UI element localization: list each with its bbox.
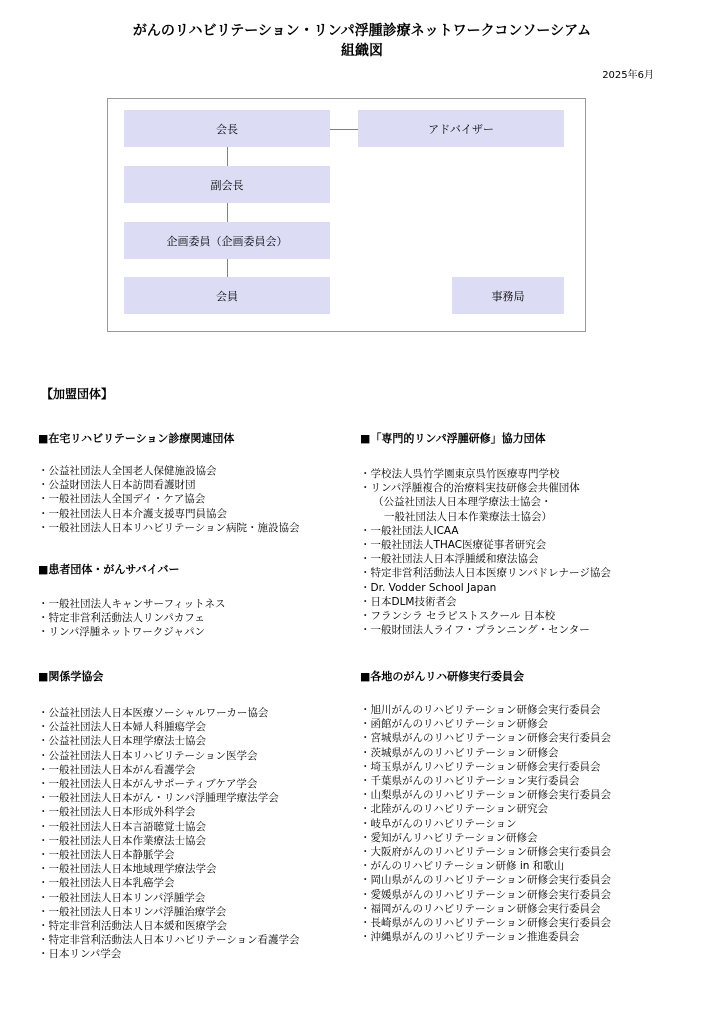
category-patient-groups-list bbox=[38, 597, 226, 640]
org-connector-chairman-advisor bbox=[330, 129, 358, 130]
list-item: ・一般社団法人THAC医療従事者研究会 bbox=[360, 539, 547, 552]
org-box-chairman bbox=[124, 110, 330, 147]
list-item: ・フランシラ セラピストスクール 日本校 bbox=[360, 610, 556, 623]
affiliated-heading: 【加盟団体】 bbox=[41, 387, 114, 401]
org-box-chairman-label: 会長 bbox=[216, 122, 238, 136]
list-item: ・一般社団法人日本地域理学療法学会 bbox=[38, 863, 217, 876]
list-item: ・沖縄県がんのリハビリテーション推進委員会 bbox=[360, 931, 580, 944]
list-item: ・特定非営利活動法人日本医療リンパドレナージ協会 bbox=[360, 567, 611, 580]
list-item: ・一般社団法人日本がんサポーティブケア学会 bbox=[38, 778, 258, 791]
list-item: ・Dr. Vodder School Japan bbox=[360, 581, 497, 594]
org-connector-chairman-vice bbox=[227, 147, 228, 166]
category-home-rehab-title: ■在宅リハビリテーション診療関連団体 bbox=[38, 432, 235, 445]
org-connector-vice-planning bbox=[227, 203, 228, 222]
list-item: ・大阪府がんのリハビリテーション研修会実行委員会 bbox=[360, 846, 612, 859]
list-item: ・特定非営利活動法人日本緩和医療学会 bbox=[38, 920, 227, 933]
org-box-advisor bbox=[358, 110, 564, 147]
list-item: ・岡山県がんのリハビリテーション研修会実行委員会 bbox=[360, 874, 612, 887]
list-item: ・一般社団法人日本静脈学会 bbox=[38, 849, 175, 862]
list-item: ・一般社団法人日本作業療法士協会 bbox=[38, 834, 206, 847]
list-item: ・福岡がんのリハビリテーション研修会実行委員会 bbox=[360, 902, 601, 915]
org-box-members-label: 会員 bbox=[216, 289, 238, 303]
list-item: ・函館がんのリハビリテーション研修会 bbox=[360, 718, 549, 731]
list-item: ・リンパ浮腫複合的治療料実技研修会共催団体 bbox=[360, 482, 580, 495]
list-item: ・特定非営利活動法人日本リハビリテーション看護学会 bbox=[38, 934, 300, 947]
category-lymph-training-list bbox=[360, 467, 611, 637]
list-item: ・一般社団法人キャンサーフィットネス bbox=[38, 598, 226, 610]
list-item: ・学校法人呉竹学園東京呉竹医療専門学校 bbox=[360, 468, 560, 480]
list-item: ・岐阜がんのリハビリテーション bbox=[360, 817, 517, 830]
org-box-secretariat-label: 事務局 bbox=[491, 289, 525, 303]
page-title-line1: がんのリハビリテーション・リンパ浮腫診療ネットワークコンソーシアム bbox=[132, 23, 592, 39]
list-item: ・千葉県がんのリハビリテーション実行委員会 bbox=[360, 775, 580, 788]
list-item: ・公益社団法人日本理学療法士協会 bbox=[38, 735, 206, 748]
list-item: ・宮城県がんのリハビリテーション研修会実行委員会 bbox=[360, 732, 612, 745]
list-item: ・一般財団法人ライフ・プランニング・センター bbox=[360, 624, 590, 637]
category-academic-list bbox=[38, 706, 300, 962]
list-item: ・一般社団法人日本リンパ浮腫学会 bbox=[38, 891, 206, 904]
org-box-planning-committee-label: 企画委員（企画委員会） bbox=[166, 234, 288, 248]
list-item: ・一般社団法人日本浮腫緩和療法協会 bbox=[360, 553, 539, 566]
org-box-vice-chairman-label: 副会長 bbox=[210, 178, 244, 192]
category-home-rehab-list bbox=[38, 464, 300, 535]
org-box-planning-committee bbox=[124, 222, 330, 259]
org-box-members bbox=[124, 277, 330, 314]
category-regional-title: ■各地のがんリハ研修実行委員会 bbox=[360, 670, 525, 683]
list-item: ・公益財団法人日本訪問看護財団 bbox=[38, 479, 196, 492]
list-item: ・北陸がんのリハビリテーション研究会 bbox=[360, 803, 549, 816]
list-item: ・特定非営利活動法人リンパカフェ bbox=[38, 612, 205, 625]
list-item: ・公益社団法人全国老人保健施設協会 bbox=[38, 465, 217, 477]
list-item: ・一般社団法人日本言語聴覚士協会 bbox=[38, 820, 206, 833]
list-item: ・一般社団法人日本乳癌学会 bbox=[38, 877, 175, 890]
list-item: ・公益社団法人日本婦人科腫瘍学会 bbox=[38, 721, 206, 734]
org-box-vice-chairman bbox=[124, 166, 330, 203]
org-connector-planning-members bbox=[227, 259, 228, 277]
list-item: ・リンパ浮腫ネットワークジャパン bbox=[38, 626, 206, 639]
category-regional-list bbox=[360, 703, 611, 944]
list-item: ・一般社団法人日本がん・リンパ浮腫理学療法学会 bbox=[38, 792, 279, 805]
org-box-secretariat bbox=[452, 277, 564, 314]
list-item: ・日本リンパ学会 bbox=[38, 948, 122, 961]
list-item: ・愛知がんリハビリテーション研修会 bbox=[360, 831, 538, 844]
category-patient-groups-title: ■患者団体・がんサバイバー bbox=[38, 563, 180, 576]
list-item: 一般社団法人日本作業療法士協会） bbox=[384, 510, 552, 523]
org-chart bbox=[107, 98, 586, 332]
list-item: ・一般社団法人ICAA bbox=[360, 524, 459, 537]
list-item: ・一般社団法人日本形成外科学会 bbox=[38, 806, 196, 819]
category-academic-title: ■関係学協会 bbox=[38, 670, 104, 683]
list-item: ・旭川がんのリハビリテーション研修会実行委員会 bbox=[360, 704, 601, 716]
list-item: ・一般社団法人日本介護支援専門員協会 bbox=[38, 507, 227, 520]
list-item: ・一般社団法人全国デイ・ケア協会 bbox=[38, 493, 206, 506]
list-item: ・山梨県がんのリハビリテーション研修会実行委員会 bbox=[360, 789, 612, 802]
list-item: ・茨城県がんのリハビリテーション研修会 bbox=[360, 746, 559, 759]
list-item: ・愛媛県がんのリハビリテーション研修会実行委員会 bbox=[360, 888, 612, 901]
list-item: ・長崎県がんのリハビリテーション研修会実行委員会 bbox=[360, 917, 612, 930]
list-item: ・公益社団法人日本リハビリテーション医学会 bbox=[38, 749, 258, 762]
list-item: ・公益社団法人日本医療ソーシャルワーカー協会 bbox=[38, 707, 269, 719]
category-lymph-training-title: ■「専門的リンパ浮腫研修」協力団体 bbox=[360, 432, 546, 445]
list-item: ・一般社団法人日本リハビリテーション病院・施設協会 bbox=[38, 521, 300, 534]
date-label: 2025年6月 bbox=[602, 70, 654, 81]
org-box-advisor-label: アドバイザー bbox=[428, 122, 494, 136]
list-item: ・一般社団法人日本リンパ浮腫治療学会 bbox=[38, 905, 227, 918]
list-item: ・一般社団法人日本がん看護学会 bbox=[38, 763, 196, 776]
list-item: ・がんのリハビリテーション研修 in 和歌山 bbox=[360, 860, 565, 873]
page-title-line2: 組織図 bbox=[341, 43, 383, 59]
list-item: ・埼玉県がんリハビリテーション研修会実行委員会 bbox=[360, 760, 601, 773]
list-item: ・日本DLM技術者会 bbox=[360, 595, 457, 608]
list-item: （公益社団法人日本理学療法士協会・ bbox=[373, 496, 552, 509]
